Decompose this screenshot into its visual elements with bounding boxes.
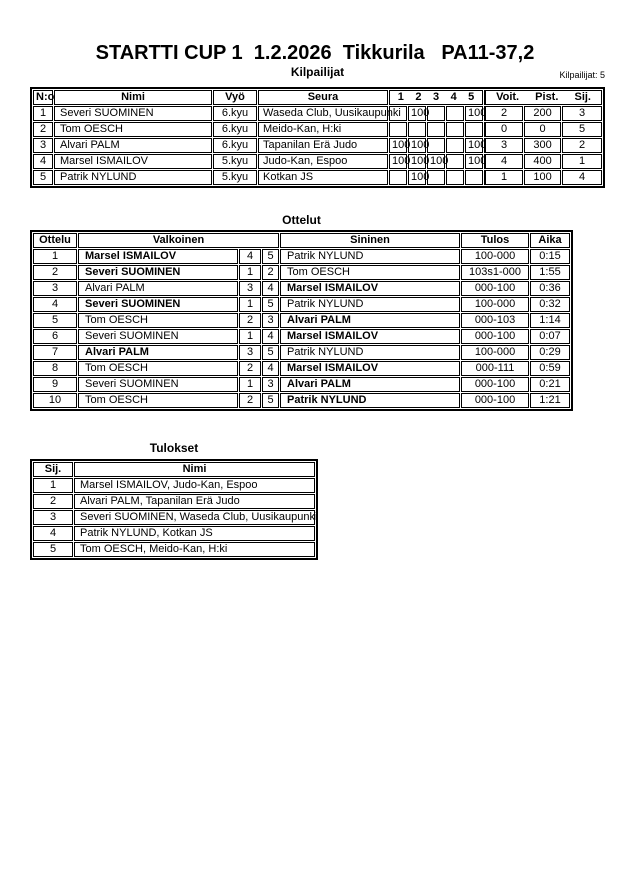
header-name: Nimi [74,462,315,477]
match-no: 4 [33,297,77,312]
blue-player-no: 5 [262,249,279,264]
header-round-2: 2 [415,91,422,103]
table-row [33,329,570,344]
results-section-title: Tulokset [149,441,199,455]
header-name: Nimi [54,90,212,105]
score-cell [427,138,445,153]
competitor-club: Judo-Kan, Espoo [258,154,388,169]
match-time: 0:59 [530,361,570,376]
competitor-no: 1 [33,106,53,121]
match-result: 000-100 [461,377,529,392]
header-points: Pist. [535,91,559,103]
match-time: 0:32 [530,297,570,312]
score-cell [446,154,464,169]
table-row [33,154,602,169]
score-cell: 100 [465,106,483,121]
score-cell [446,122,464,137]
result-name: Alvari PALM, Tapanilan Erä Judo [74,494,315,509]
score-cell [446,170,464,185]
points-cell: 400 [524,154,561,169]
wins-cell: 3 [484,138,523,153]
points-cell: 200 [524,106,561,121]
match-time: 0:07 [530,329,570,344]
competitor-no: 4 [33,154,53,169]
score-cell [427,122,445,137]
table-row [33,494,315,509]
competitor-no: 2 [33,122,53,137]
score-cell: 100 [389,138,407,153]
header-rounds [389,90,483,105]
table-row [33,170,602,185]
header-blue: Sininen [280,233,460,248]
score-cell [427,106,445,121]
competitors-header-row [33,90,602,105]
match-result: 103s1-000 [461,265,529,280]
blue-player: Marsel ISMAILOV [280,329,460,344]
white-player-no: 1 [239,377,261,392]
table-row [33,297,570,312]
table-row [33,510,315,525]
white-player-no: 2 [239,313,261,328]
match-no: 5 [33,313,77,328]
white-player: Severi SUOMINEN [78,329,238,344]
white-player: Marsel ISMAILOV [78,249,238,264]
table-row [33,361,570,376]
score-cell [465,122,483,137]
match-time: 0:21 [530,377,570,392]
header-place: Sij. [574,91,591,103]
match-time: 0:29 [530,345,570,360]
white-player: Alvari PALM [78,345,238,360]
blue-player: Marsel ISMAILOV [280,281,460,296]
place-cell: 2 [562,138,602,153]
blue-player-no: 4 [262,329,279,344]
place-cell: 3 [562,106,602,121]
competitor-club: Meido-Kan, H:ki [258,122,388,137]
competitor-belt: 6.kyu [213,122,257,137]
matches-table [30,230,573,411]
blue-player-no: 4 [262,281,279,296]
matches-section-title: Ottelut [282,213,321,227]
blue-player: Patrik NYLUND [280,345,460,360]
blue-player-no: 5 [262,393,279,408]
table-row [33,138,602,153]
blue-player-no: 2 [262,265,279,280]
result-place: 3 [33,510,73,525]
competitor-name: Marsel ISMAILOV [54,154,212,169]
white-player-no: 4 [239,249,261,264]
match-result: 100-000 [461,249,529,264]
competitor-name: Severi SUOMINEN [54,106,212,121]
result-place: 2 [33,494,73,509]
white-player-no: 1 [239,297,261,312]
competitor-club: Tapanilan Erä Judo [258,138,388,153]
blue-player-no: 5 [262,345,279,360]
competitor-belt: 6.kyu [213,138,257,153]
table-row [33,249,570,264]
white-player: Severi SUOMINEN [78,265,238,280]
page-title: STARTTI CUP 1 1.2.2026 Tikkurila PA11-37,2 [95,42,535,64]
table-row [33,393,570,408]
table-row [33,313,570,328]
match-result: 000-111 [461,361,529,376]
points-cell: 300 [524,138,561,153]
table-row [33,106,602,121]
match-no: 3 [33,281,77,296]
score-cell [408,122,426,137]
header-place: Sij. [33,462,73,477]
match-result: 000-100 [461,393,529,408]
white-player: Severi SUOMINEN [78,377,238,392]
white-player: Alvari PALM [78,281,238,296]
match-time: 0:15 [530,249,570,264]
blue-player: Tom OESCH [280,265,460,280]
match-no: 8 [33,361,77,376]
blue-player: Patrik NYLUND [280,249,460,264]
competitors-table [30,87,605,188]
table-row [33,478,315,493]
match-time: 1:21 [530,393,570,408]
result-place: 4 [33,526,73,541]
header-round-3: 3 [432,91,440,103]
competitor-club: Kotkan JS [258,170,388,185]
place-cell: 1 [562,154,602,169]
header-round-4: 4 [450,91,457,103]
header-totals [484,90,602,105]
match-result: 000-100 [461,329,529,344]
wins-cell: 1 [484,170,523,185]
table-row [33,526,315,541]
match-no: 2 [33,265,77,280]
header-round-5: 5 [468,91,475,103]
match-no: 9 [33,377,77,392]
header-match: Ottelu [33,233,77,248]
match-no: 6 [33,329,77,344]
place-cell: 4 [562,170,602,185]
result-place: 5 [33,542,73,557]
match-time: 1:14 [530,313,570,328]
blue-player: Alvari PALM [280,377,460,392]
score-cell: 100 [389,154,407,169]
result-name: Tom OESCH, Meido-Kan, H:ki [74,542,315,557]
header-time: Aika [530,233,570,248]
match-result: 100-000 [461,297,529,312]
header-white: Valkoinen [78,233,279,248]
points-cell: 100 [524,170,561,185]
competitor-no: 5 [33,170,53,185]
white-player: Tom OESCH [78,313,238,328]
table-row [33,377,570,392]
result-name: Patrik NYLUND, Kotkan JS [74,526,315,541]
result-name: Severi SUOMINEN, Waseda Club, Uusikaupunki [74,510,315,525]
header-wins: Voit. [496,91,520,103]
white-player-no: 2 [239,361,261,376]
place-cell: 5 [562,122,602,137]
score-cell: 100 [408,106,426,121]
competitors-count: Kilpailijat: 5 [559,70,605,80]
score-cell [389,170,407,185]
blue-player-no: 3 [262,377,279,392]
wins-cell: 2 [484,106,523,121]
matches-header-row [33,233,570,248]
match-no: 7 [33,345,77,360]
competitor-no: 3 [33,138,53,153]
header-no: N:o [33,90,53,105]
competitor-name: Alvari PALM [54,138,212,153]
score-cell [446,106,464,121]
table-row [33,345,570,360]
score-cell [389,122,407,137]
table-row [33,122,602,137]
header-belt: Vyö [213,90,257,105]
score-cell: 100 [427,154,445,169]
match-no: 1 [33,249,77,264]
white-player-no: 1 [239,265,261,280]
blue-player: Alvari PALM [280,313,460,328]
competitor-belt: 6.kyu [213,106,257,121]
competitor-belt: 5.kyu [213,154,257,169]
table-row [33,265,570,280]
white-player-no: 2 [239,393,261,408]
header-result: Tulos [461,233,529,248]
competitor-club: Waseda Club, Uusikaupunki [258,106,388,121]
blue-player-no: 3 [262,313,279,328]
match-result: 000-103 [461,313,529,328]
points-cell: 0 [524,122,561,137]
competitor-name: Tom OESCH [54,122,212,137]
result-name: Marsel ISMAILOV, Judo-Kan, Espoo [74,478,315,493]
table-row [33,542,315,557]
score-cell: 100 [408,138,426,153]
score-cell: 100 [465,154,483,169]
match-no: 10 [33,393,77,408]
result-place: 1 [33,478,73,493]
blue-player: Marsel ISMAILOV [280,361,460,376]
white-player: Tom OESCH [78,361,238,376]
header-club: Seura [258,90,388,105]
score-cell: 100 [465,138,483,153]
blue-player-no: 4 [262,361,279,376]
results-header-row [33,462,315,477]
blue-player: Patrik NYLUND [280,297,460,312]
header-round-1: 1 [397,91,404,103]
results-table [30,459,318,560]
white-player-no: 3 [239,345,261,360]
score-cell [465,170,483,185]
score-cell [446,138,464,153]
blue-player-no: 5 [262,297,279,312]
score-cell: 100 [408,154,426,169]
score-cell: 100 [408,170,426,185]
match-result: 100-000 [461,345,529,360]
competitor-belt: 5.kyu [213,170,257,185]
white-player-no: 1 [239,329,261,344]
match-time: 0:36 [530,281,570,296]
white-player: Tom OESCH [78,393,238,408]
match-time: 1:55 [530,265,570,280]
score-cell [427,170,445,185]
white-player: Severi SUOMINEN [78,297,238,312]
competitor-name: Patrik NYLUND [54,170,212,185]
wins-cell: 0 [484,122,523,137]
blue-player: Patrik NYLUND [280,393,460,408]
match-result: 000-100 [461,281,529,296]
competitors-section-title: Kilpailijat [290,65,345,79]
wins-cell: 4 [484,154,523,169]
white-player-no: 3 [239,281,261,296]
table-row [33,281,570,296]
